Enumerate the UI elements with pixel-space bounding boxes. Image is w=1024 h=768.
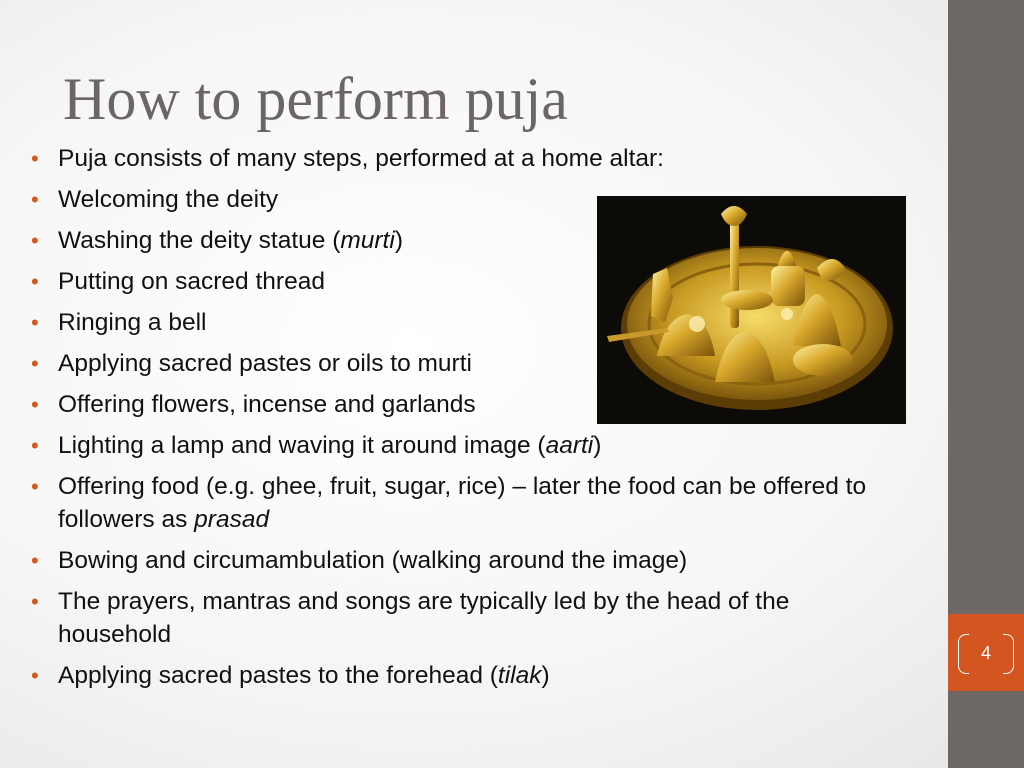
bullet-dot-icon: • (31, 589, 39, 614)
bullet-text-end: ) (541, 662, 550, 689)
bullet-text: Lighting a lamp and waving it around image ( (58, 432, 546, 459)
puja-thali-image (597, 196, 906, 424)
puja-thali-illustration (597, 196, 906, 424)
bullet-italic-term: murti (340, 227, 395, 254)
bullet-dot-icon: • (31, 187, 39, 212)
bullet-text: The prayers, mantras and songs are typically led by the head of the household (58, 588, 790, 648)
bullet-text: Welcoming the deity (58, 186, 279, 213)
bullet-item (30, 585, 890, 651)
bullet-text-end: ) (394, 227, 403, 254)
bullet-italic-term: aarti (545, 432, 594, 459)
bullet-text: Offering food (e.g. ghee, fruit, sugar, rice) – later the food can be offered to followers as (58, 473, 867, 533)
bullet-text-end: ) (593, 432, 602, 459)
bullet-text: Putting on sacred thread (58, 268, 325, 295)
bullet-dot-icon: • (31, 269, 39, 294)
bullet-dot-icon: • (31, 310, 39, 335)
page-number-tab (948, 614, 1024, 691)
bullet-italic-term: prasad (194, 506, 270, 533)
page-number: 4 (980, 643, 991, 663)
bullet-text: Washing the deity statue ( (58, 227, 341, 254)
bullet-dot-icon: • (31, 228, 39, 253)
bullet-dot-icon: • (31, 663, 39, 688)
bullet-dot-icon: • (31, 474, 39, 499)
bullet-dot-icon: • (31, 146, 39, 171)
bullet-item (30, 659, 890, 692)
bullet-text: Applying sacred pastes to the forehead ( (58, 662, 498, 689)
bullet-text: Applying sacred pastes or oils to murti (58, 350, 472, 377)
bullet-item (30, 544, 890, 577)
bullet-dot-icon: • (31, 548, 39, 573)
bracket-right-icon (1003, 634, 1014, 674)
bullet-item (30, 470, 890, 536)
bullet-text: Bowing and circumambulation (walking around the image) (58, 547, 688, 574)
bullet-text: Offering flowers, incense and garlands (58, 391, 476, 418)
bullet-item (30, 429, 890, 462)
bullet-item (30, 142, 890, 175)
slide-title: How to perform puja (63, 66, 568, 132)
bullet-text: Ringing a bell (58, 309, 207, 336)
bullet-dot-icon: • (31, 351, 39, 376)
bullet-dot-icon: • (31, 433, 39, 458)
bullet-dot-icon: • (31, 392, 39, 417)
bullet-text: Puja consists of many steps, performed at a home altar: (58, 145, 664, 172)
bullet-italic-term: tilak (497, 662, 542, 689)
